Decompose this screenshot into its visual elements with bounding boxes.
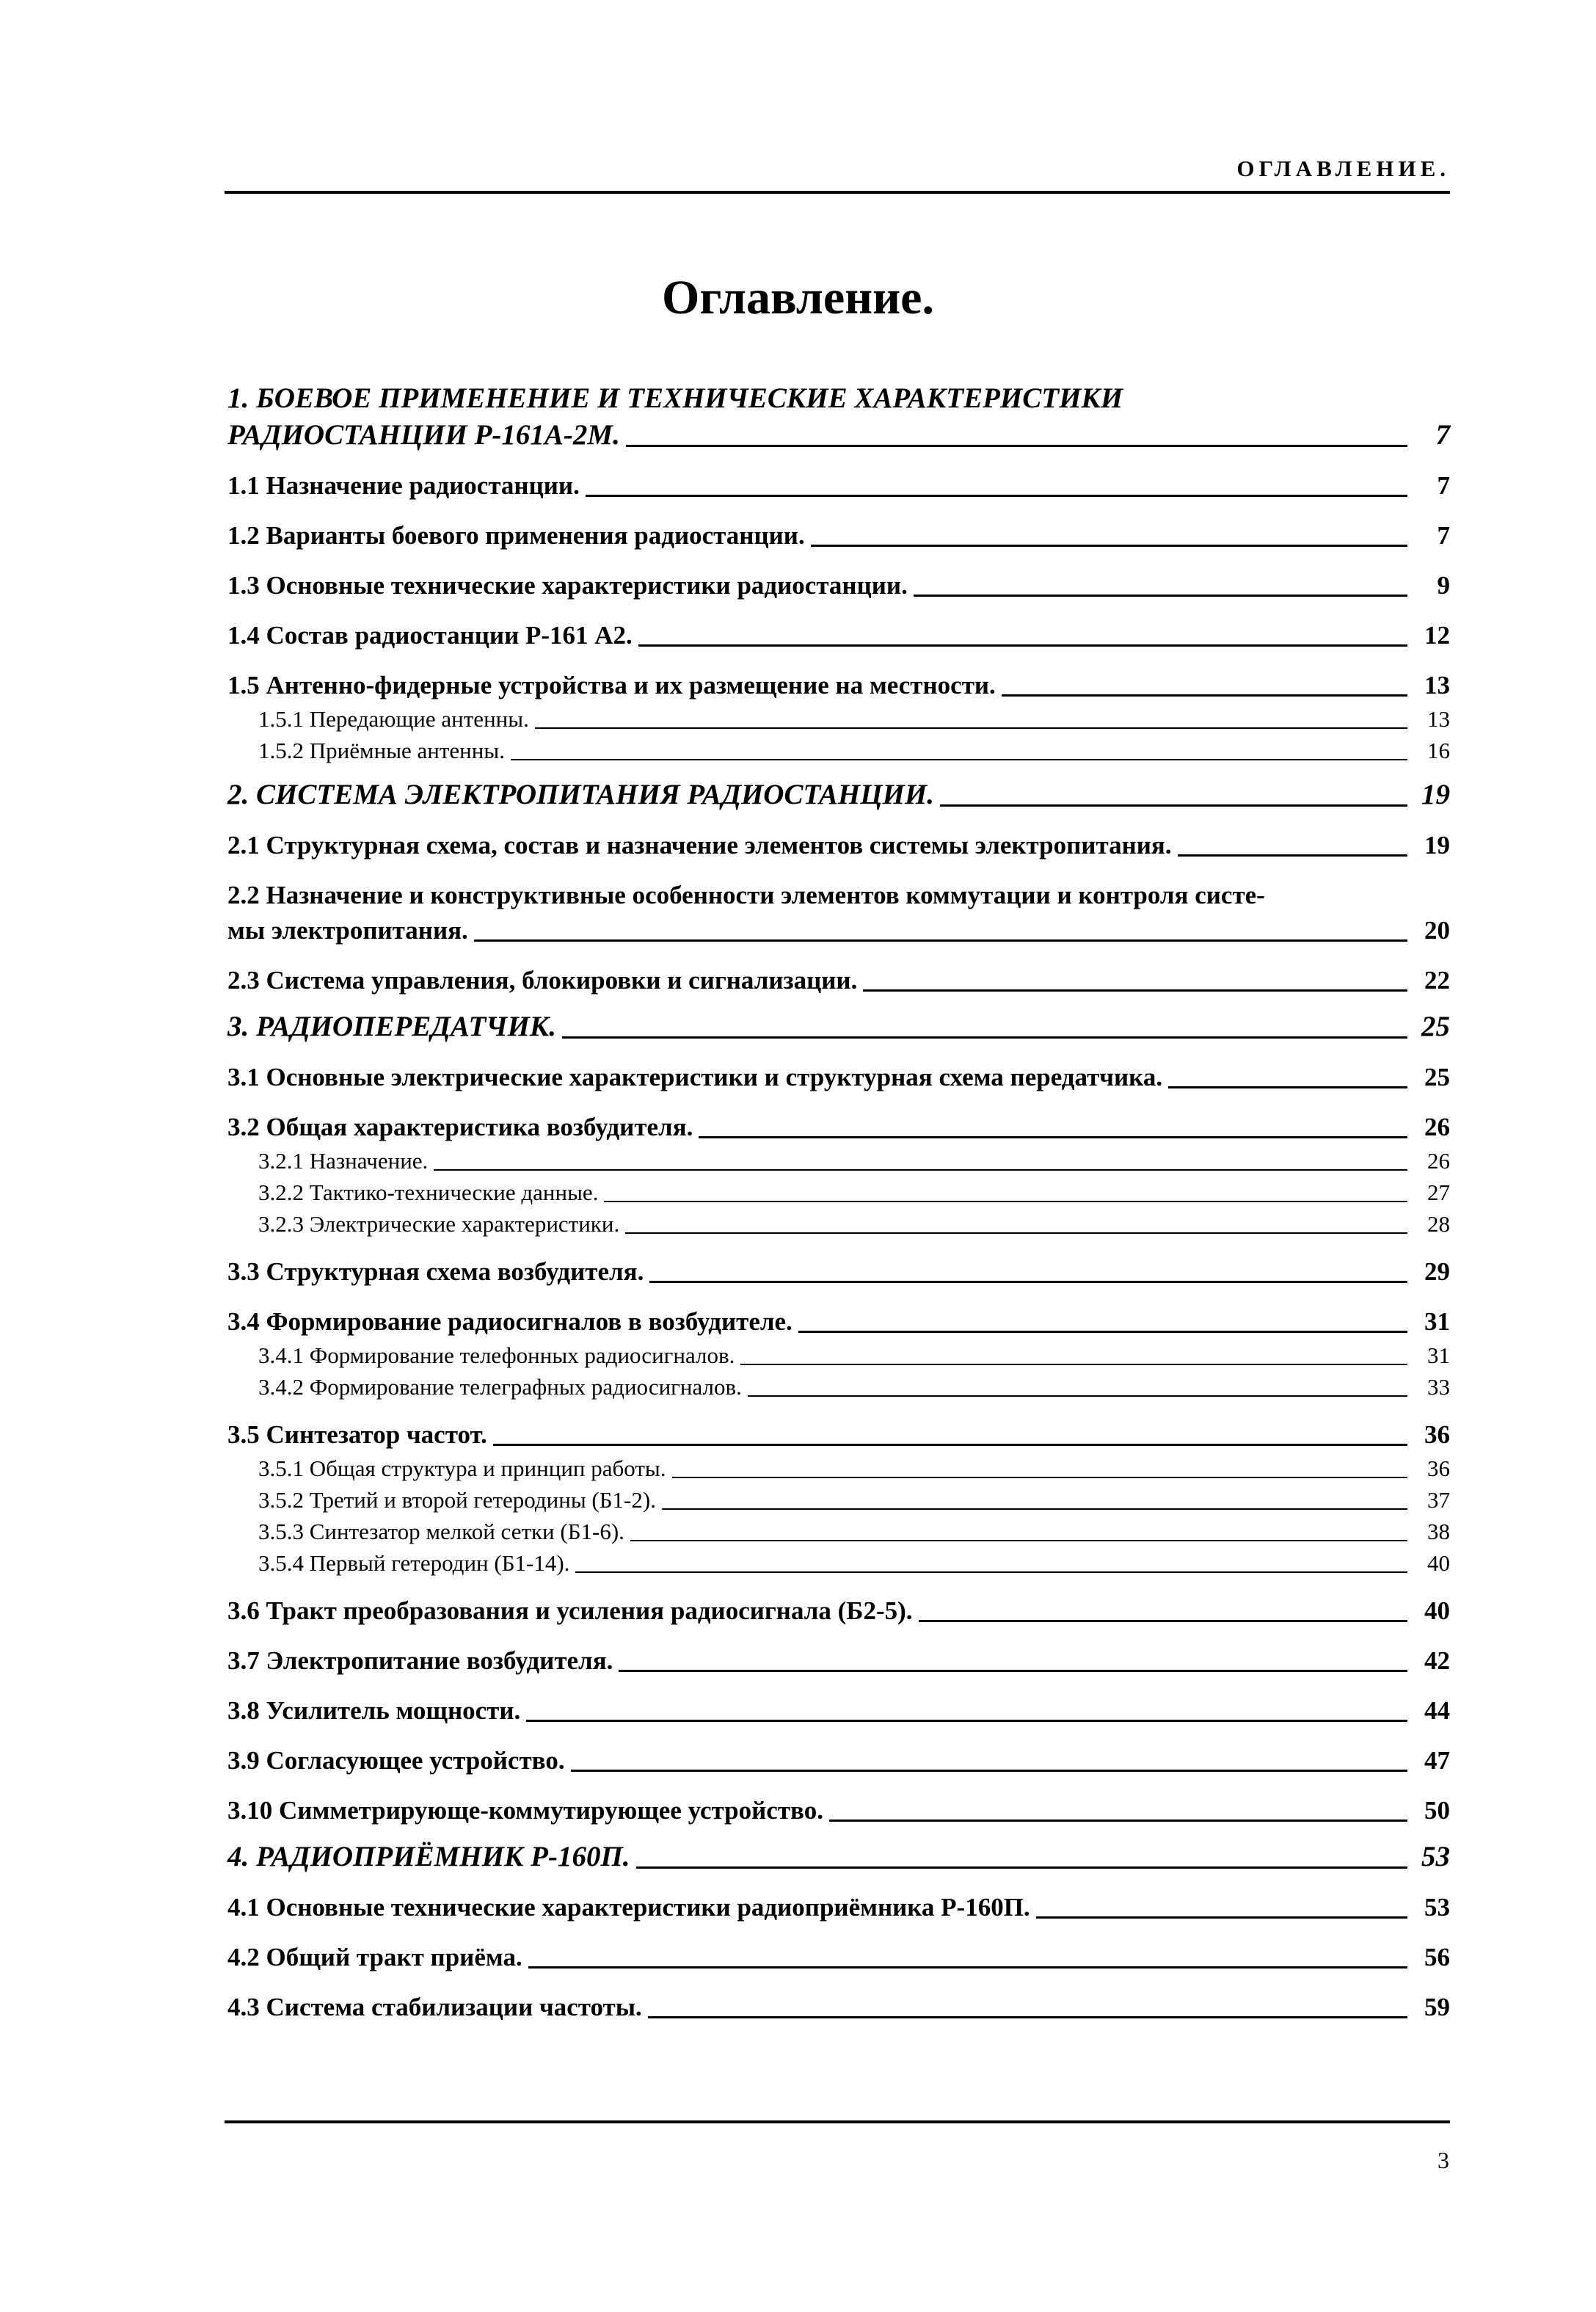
toc-entry-row — [227, 828, 1450, 863]
toc-page-number: 13 — [1424, 671, 1450, 699]
toc-page-number: 19 — [1424, 831, 1450, 859]
toc-entry-title-line: 1. БОЕВОЕ ПРИМЕНЕНИЕ И ТЕХНИЧЕСКИЕ ХАРАКТЕРИСТИКИ — [227, 382, 1123, 414]
toc-entry-row — [258, 1177, 1450, 1208]
toc-leader-line — [434, 1169, 1407, 1171]
toc-entry-row — [258, 703, 1450, 735]
toc-entry[interactable] — [227, 1208, 1450, 1240]
toc-page-number: 36 — [1427, 1455, 1450, 1481]
toc-entry-row — [227, 1990, 1450, 2025]
toc-entry-title: 1.4 Состав радиостанции Р-161 А2. — [227, 621, 633, 650]
toc-entry-row — [227, 1890, 1450, 1925]
toc-page-number: 28 — [1427, 1211, 1450, 1237]
toc-leader-line — [940, 804, 1407, 807]
toc-entry-row — [227, 1940, 1450, 1975]
toc-entry[interactable] — [227, 1304, 1450, 1339]
toc-leader-line — [740, 1364, 1407, 1365]
toc-leader-line — [526, 1720, 1407, 1722]
toc-entry-row — [227, 1008, 1450, 1045]
toc-entry[interactable] — [227, 468, 1450, 504]
toc-entry-title: 3. РАДИОПЕРЕДАТЧИК. — [227, 1011, 556, 1042]
toc-leader-line — [626, 445, 1407, 447]
toc-leader-line — [798, 1331, 1407, 1333]
toc-entry-row — [258, 1145, 1450, 1177]
toc-entry[interactable] — [227, 1693, 1450, 1728]
toc-page-number: 27 — [1427, 1179, 1450, 1205]
toc-entry-title: 1.1 Назначение радиостанции. — [227, 471, 580, 500]
toc-entry[interactable] — [227, 1990, 1450, 2025]
toc-leader-line — [638, 644, 1407, 647]
page-title: Оглавление. — [662, 271, 934, 324]
toc-entry[interactable] — [227, 735, 1450, 766]
toc-page-number: 40 — [1424, 1596, 1450, 1625]
toc-entry-title: 3.5.3 Синтезатор мелкой сетки (Б1-6). — [258, 1519, 624, 1544]
toc-page-number: 7 — [1437, 471, 1450, 500]
toc-entry-title: 1.5.2 Приёмные антенны. — [258, 738, 505, 763]
toc-entry-row — [258, 1453, 1450, 1484]
toc-entry-row — [227, 1060, 1450, 1095]
toc-entry-title: мы электропитания. — [227, 916, 468, 945]
toc-leader-line — [649, 1281, 1407, 1283]
toc-entry-title: 3.4.1 Формирование телефонных радиосигналов. — [258, 1342, 735, 1368]
toc-leader-line — [493, 1444, 1407, 1446]
toc-entry-title: 1.2 Варианты боевого применения радиостанции. — [227, 521, 805, 550]
toc-leader-line — [636, 1866, 1407, 1869]
toc-page-number: 22 — [1424, 966, 1450, 995]
toc-entry-row — [227, 568, 1450, 603]
toc-entry[interactable] — [227, 1839, 1450, 1875]
toc-entry-title: 3.3 Структурная схема возбудителя. — [227, 1257, 644, 1286]
toc-entry[interactable] — [227, 1453, 1450, 1484]
toc-entry-title: 3.4 Формирование радиосигналов в возбудителе. — [227, 1307, 792, 1336]
toc-entry[interactable] — [227, 1339, 1450, 1371]
toc-page-number: 38 — [1427, 1519, 1450, 1544]
toc-leader-line — [528, 1966, 1407, 1969]
toc-entry[interactable] — [227, 1793, 1450, 1828]
toc-entry[interactable] — [227, 1643, 1450, 1679]
toc-entry[interactable] — [227, 1110, 1450, 1145]
toc-leader-line — [575, 1571, 1407, 1573]
toc-page-number: 36 — [1424, 1420, 1450, 1449]
toc-entry[interactable] — [227, 1371, 1450, 1403]
toc-entry[interactable] — [227, 1254, 1450, 1290]
toc-leader-line — [535, 727, 1407, 729]
toc-entry-row — [227, 618, 1450, 653]
toc-entry[interactable] — [227, 1890, 1450, 1925]
toc-leader-line — [1168, 1086, 1407, 1088]
toc-page-number: 7 — [1435, 419, 1450, 451]
toc-leader-line — [863, 989, 1407, 992]
toc-page-number: 42 — [1424, 1646, 1450, 1675]
toc-leader-line — [1036, 1916, 1407, 1919]
toc-leader-line — [625, 1232, 1407, 1234]
toc-entry-title: 3.1 Основные электрические характеристики и структурная схема передатчика. — [227, 1063, 1163, 1091]
toc-entry-row — [227, 1110, 1450, 1145]
toc-entry-row — [227, 777, 1450, 813]
page-number: 3 — [1438, 2147, 1449, 2173]
toc-entry-title: 3.6 Тракт преобразования и усиления радиосигнала (Б2-5). — [227, 1596, 913, 1625]
running-header: ОГЛАВЛЕНИЕ. — [1236, 156, 1450, 181]
toc-leader-line — [699, 1136, 1407, 1138]
toc-entry[interactable] — [227, 1060, 1450, 1095]
toc-entry-row — [258, 1371, 1450, 1403]
toc-leader-line — [811, 545, 1407, 547]
toc-entry-title: 3.10 Симметрирующе-коммутирующее устройство. — [227, 1796, 823, 1825]
toc-page-number: 19 — [1421, 779, 1450, 810]
toc-leader-line — [562, 1036, 1407, 1039]
toc-entry[interactable] — [227, 777, 1450, 813]
toc-page-number: 25 — [1421, 1011, 1450, 1042]
toc-entry[interactable] — [227, 878, 1450, 948]
toc-entry[interactable] — [227, 1417, 1450, 1453]
toc-entry-title: 3.2 Общая характеристика возбудителя. — [227, 1113, 693, 1141]
toc-entry-row — [258, 1516, 1450, 1547]
toc-page-number: 59 — [1424, 1993, 1450, 2021]
toc-leader-line — [748, 1395, 1407, 1397]
toc-entry-row — [258, 735, 1450, 766]
toc-leader-line — [474, 939, 1407, 942]
toc-leader-line — [604, 1201, 1407, 1202]
toc-page-number: 56 — [1424, 1943, 1450, 1971]
toc-entry-title: 1.5.1 Передающие антенны. — [258, 706, 529, 732]
toc-entry-title: 3.5 Синтезатор частот. — [227, 1420, 487, 1449]
toc-entry-title: 3.2.1 Назначение. — [258, 1148, 429, 1174]
toc-entry[interactable] — [227, 568, 1450, 603]
toc-entry[interactable] — [227, 1145, 1450, 1177]
toc-leader-line — [914, 595, 1407, 597]
toc-entry-title: 4. РАДИОПРИЁМНИК Р-160П. — [227, 1841, 630, 1872]
toc-leader-line — [829, 1820, 1407, 1822]
toc-entry-title: 3.5.2 Третий и второй гетеродины (Б1-2). — [258, 1487, 656, 1513]
toc-entry-title: 1.3 Основные технические характеристики радиостанции. — [227, 571, 908, 600]
toc-page-number: 25 — [1424, 1063, 1450, 1091]
toc-page-number: 53 — [1421, 1841, 1450, 1872]
toc-page-number: 7 — [1437, 521, 1450, 550]
toc-entry-title: 3.5.1 Общая структура и принцип работы. — [258, 1455, 666, 1481]
toc-entry-row — [258, 1208, 1450, 1240]
toc-entry-row — [227, 668, 1450, 703]
toc-entry-title: 4.2 Общий тракт приёма. — [227, 1943, 522, 1971]
toc-entry-title: 2.3 Система управления, блокировки и сигнализации. — [227, 966, 858, 995]
toc-page-number: 53 — [1424, 1893, 1450, 1922]
toc-entry[interactable] — [227, 703, 1450, 735]
toc-entry[interactable] — [227, 668, 1450, 703]
toc-page-number: 40 — [1427, 1550, 1450, 1576]
toc-page-number: 44 — [1424, 1696, 1450, 1725]
toc-entry-row — [258, 1484, 1450, 1516]
toc-entry-title: 3.7 Электропитание возбудителя. — [227, 1646, 613, 1675]
toc-entry[interactable] — [227, 518, 1450, 553]
toc-page-number: 13 — [1427, 706, 1450, 732]
toc-entry-row — [227, 1593, 1450, 1629]
toc-entry-row — [227, 1417, 1450, 1453]
toc-leader-line — [1002, 694, 1407, 697]
toc-leader-line — [586, 495, 1407, 497]
toc-entry-row — [227, 518, 1450, 553]
toc-entry-title: 3.8 Усилитель мощности. — [227, 1696, 521, 1725]
footer-rule — [225, 2120, 1450, 2123]
toc-entry[interactable] — [227, 1008, 1450, 1045]
toc-entry-row — [227, 1693, 1450, 1728]
toc-entry-title: 4.3 Система стабилизации частоты. — [227, 1993, 642, 2021]
toc-entry-title: 3.2.3 Электрические характеристики. — [258, 1211, 620, 1237]
toc-entry-title: 2.1 Структурная схема, состав и назначение элементов системы электропитания. — [227, 831, 1172, 859]
toc-leader-line — [619, 1670, 1407, 1672]
toc-page-number: 26 — [1424, 1113, 1450, 1141]
toc-entry-row — [227, 1743, 1450, 1778]
toc-entry-title: 4.1 Основные технические характеристики радиоприёмника Р-160П. — [227, 1893, 1030, 1922]
toc-entry-title-line: 2.2 Назначение и конструктивные особенности элементов коммутации и контроля систе- — [227, 881, 1265, 909]
toc-entry-title: РАДИОСТАНЦИИ Р-161А-2М. — [227, 419, 620, 451]
toc-page-number: 33 — [1427, 1374, 1450, 1400]
toc-page-number: 47 — [1424, 1746, 1450, 1775]
toc-entry[interactable] — [227, 1743, 1450, 1778]
toc-entry[interactable] — [227, 963, 1450, 998]
toc-entry[interactable] — [227, 1484, 1450, 1516]
toc-leader-line — [511, 759, 1407, 760]
toc-entry-row — [227, 468, 1450, 504]
toc-entry-title: 3.2.2 Тактико-технические данные. — [258, 1179, 599, 1205]
toc-leader-line — [672, 1477, 1407, 1478]
toc-leader-line — [1178, 854, 1407, 857]
toc-leader-line — [648, 2016, 1407, 2018]
toc-leader-line — [571, 1770, 1407, 1772]
toc-entry-title: 3.9 Согласующее устройство. — [227, 1746, 565, 1775]
toc-page-number: 26 — [1427, 1148, 1450, 1174]
toc-page-number: 31 — [1427, 1342, 1450, 1368]
toc-entry[interactable] — [227, 1940, 1450, 1975]
table-of-contents — [227, 380, 1450, 2025]
toc-entry-row — [227, 963, 1450, 998]
toc-entry-row — [258, 1547, 1450, 1579]
toc-entry[interactable] — [227, 828, 1450, 863]
toc-entry-row — [227, 1643, 1450, 1679]
toc-entry-title: 3.4.2 Формирование телеграфных радиосигналов. — [258, 1374, 742, 1400]
toc-page-number: 16 — [1427, 738, 1450, 763]
toc-page-number: 29 — [1424, 1257, 1450, 1286]
toc-entry-row — [227, 1839, 1450, 1875]
toc-entry[interactable] — [227, 380, 1450, 454]
toc-entry-row — [227, 417, 1450, 454]
toc-entry[interactable] — [227, 618, 1450, 653]
toc-entry-row — [258, 1339, 1450, 1371]
toc-page-number: 37 — [1427, 1487, 1450, 1513]
toc-entry-title: 2. СИСТЕМА ЭЛЕКТРОПИТАНИЯ РАДИОСТАНЦИИ. — [227, 779, 934, 810]
toc-entry-row — [227, 1793, 1450, 1828]
toc-entry-title: 3.5.4 Первый гетеродин (Б1-14). — [258, 1550, 570, 1576]
toc-page-number: 50 — [1424, 1796, 1450, 1825]
toc-leader-line — [630, 1540, 1407, 1541]
toc-entry-row — [227, 1254, 1450, 1290]
toc-leader-line — [662, 1508, 1407, 1510]
toc-entry[interactable] — [227, 1547, 1450, 1579]
toc-page-number: 31 — [1424, 1307, 1450, 1336]
toc-page-number: 20 — [1424, 916, 1450, 945]
header-rule — [225, 191, 1450, 194]
toc-entry-row — [227, 913, 1450, 948]
toc-entry[interactable] — [227, 1593, 1450, 1629]
toc-entry[interactable] — [227, 1177, 1450, 1208]
toc-page-number: 9 — [1437, 571, 1450, 600]
toc-entry-title: 1.5 Антенно-фидерные устройства и их размещение на местности. — [227, 671, 996, 699]
toc-entry-row — [227, 1304, 1450, 1339]
toc-page-number: 12 — [1424, 621, 1450, 650]
toc-leader-line — [919, 1620, 1408, 1622]
toc-entry[interactable] — [227, 1516, 1450, 1547]
